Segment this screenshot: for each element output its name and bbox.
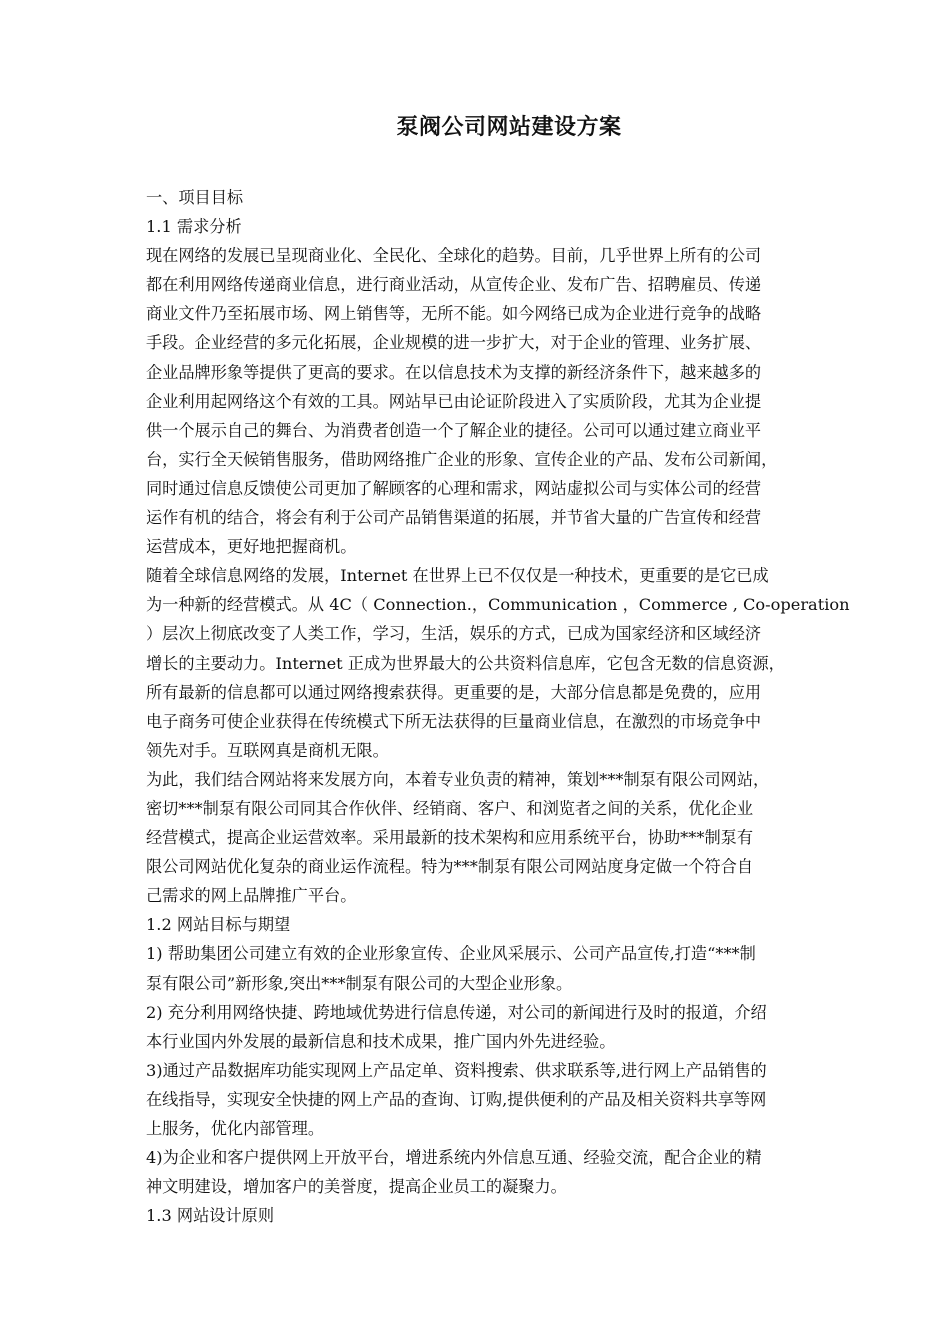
text-line: 都在利用网络传递商业信息，进行商业活动，从宣传企业、发布广告、招聘雇员、传递 [146, 275, 762, 295]
text-line: 电子商务可使企业获得在传统模式下所无法获得的巨量商业信息，在激烈的市场竞争中 [146, 711, 762, 731]
text-line: 为一种新的经营模式。从 4C（ Connection.，Communication ，Commerce , Co-operation [146, 595, 850, 615]
text-line: 1) 帮助集团公司建立有效的企业形象宣传、企业风采展示、公司产品宣传,打造“***制 [146, 944, 756, 964]
text-line: 3)通过产品数据库功能实现网上产品定单、资料搜索、供求联系等,进行网上产品销售的 [146, 1060, 767, 1080]
text-line: 经营模式，提高企业运营效率。采用最新的技术架构和应用系统平台，协助***制泵有 [146, 828, 754, 848]
text-line: 上服务，优化内部管理。 [146, 1119, 325, 1138]
text-line: 2) 充分利用网络快捷、跨地域优势进行信息传递，对公司的新闻进行及时的报道，介绍 [146, 1002, 767, 1022]
document-title: 泵阀公司网站建设方案 [396, 114, 622, 140]
document-body [146, 183, 886, 1230]
text-line: 1.2 网站目标与期望 [146, 915, 291, 935]
text-line: 企业利用起网络这个有效的工具。网站早已由论证阶段进入了实质阶段，尤其为企业提 [146, 391, 762, 411]
text-line: 随着全球信息网络的发展，Internet 在世界上已不仅仅是一种技术，更重要的是它已成 [146, 566, 769, 586]
text-line: 4)为企业和客户提供网上开放平台，增进系统内外信息互通、经验交流，配合企业的精 [146, 1148, 762, 1168]
text-line: ）层次上彻底改变了人类工作，学习，生活，娱乐的方式，已成为国家经济和区域经济 [146, 624, 762, 644]
text-line: 神文明建设，增加客户的美誉度，提高企业员工的凝聚力。 [146, 1177, 567, 1197]
text-line: 手段。企业经营的多元化拓展，企业规模的进一步扩大，对于企业的管理、业务扩展、 [146, 333, 762, 353]
text-line: 密切***制泵有限公司同其合作伙伴、经销商、客户、和浏览者之间的关系，优化企业 [146, 798, 754, 818]
text-line: 为此，我们结合网站将来发展方向，本着专业负责的精神，策划***制泵有限公司网站， [146, 769, 770, 789]
text-line: 泵有限公司”新形象,突出***制泵有限公司的大型企业形象。 [146, 973, 573, 993]
text-line: 1.1 需求分析 [146, 217, 242, 237]
text-line: 一、项目目标 [146, 188, 244, 207]
text-line: 现在网络的发展已呈现商业化、全民化、全球化的趋势。目前，几乎世界上所有的公司 [146, 246, 762, 266]
text-line: 限公司网站优化复杂的商业运作流程。特为***制泵有限公司网站度身定做一个符合自 [146, 857, 754, 877]
text-line: 台，实行全天候销售服务，借助网络推广企业的形象、宣传企业的产品、发布公司新闻， [146, 449, 778, 469]
text-line: 增长的主要动力。Internet 正成为世界最大的公共资料信息库，它包含无数的信息资源， [146, 653, 785, 673]
text-line: 己需求的网上品牌推广平台。 [146, 886, 357, 906]
text-line: 在线指导，实现安全快捷的网上产品的查询、订购,提供便利的产品及相关资料共享等网 [146, 1089, 767, 1109]
text-line: 运作有机的结合，将会有利于公司产品销售渠道的拓展，并节省大量的广告宣传和经营 [146, 508, 762, 528]
text-line: 领先对手。互联网真是商机无限。 [146, 740, 389, 760]
text-line: 供一个展示自己的舞台、为消费者创造一个了解企业的捷径。公司可以通过建立商业平 [146, 420, 762, 440]
text-line: 企业品牌形象等提供了更高的要求。在以信息技术为支撑的新经济条件下，越来越多的 [146, 362, 762, 382]
text-line: 本行业国内外发展的最新信息和技术成果，推广国内外先进经验。 [146, 1031, 616, 1051]
text-line: 运营成本，更好地把握商机。 [146, 537, 357, 557]
text-line: 同时通过信息反馈使公司更加了解顾客的心理和需求，网站虚拟公司与实体公司的经营 [146, 478, 762, 498]
text-line: 商业文件乃至拓展市场、网上销售等，无所不能。如今网络已成为企业进行竞争的战略 [146, 304, 762, 324]
text-line: 1.3 网站设计原则 [146, 1206, 275, 1226]
text-line: 所有最新的信息都可以通过网络搜索获得。更重要的是，大部分信息都是免费的，应用 [146, 682, 762, 702]
